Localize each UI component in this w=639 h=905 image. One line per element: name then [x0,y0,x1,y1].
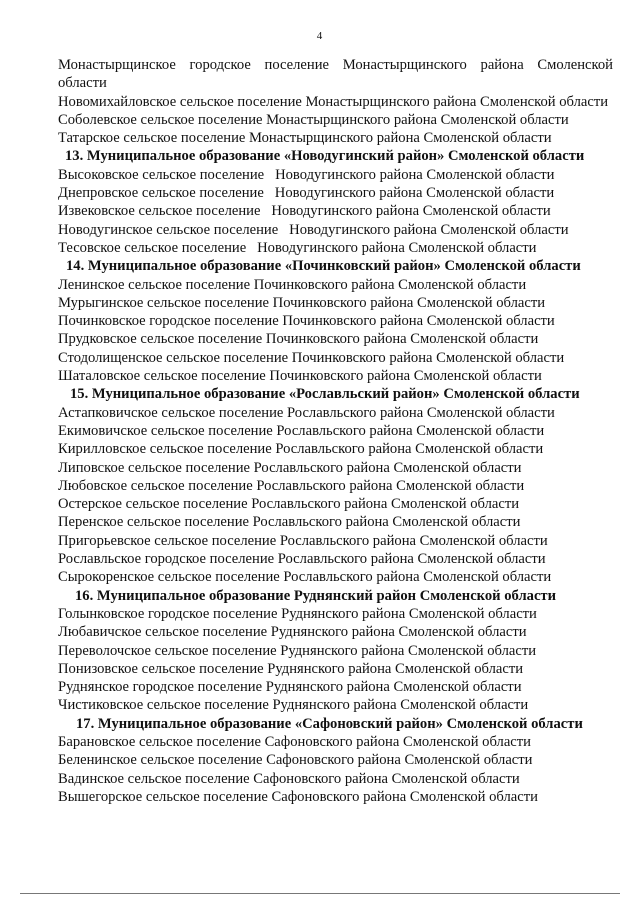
list-item: Высоковское сельское поселение Новодугинского района Смоленской области [58,166,555,183]
list-item: Руднянское городское поселение Руднянского района Смоленской области [58,679,522,696]
list-item: Переволочское сельское поселение Руднянского района Смоленской области [58,642,537,659]
list-item: Шаталовское сельское поселение Починковского района Смоленской области [58,368,542,385]
list-item: Извековское сельское поселение Новодугинского района Смоленской области [58,203,551,220]
list-item: Рославльское городское поселение Рославльского района Смоленской области [58,551,546,568]
list-item: Остерское сельское поселение Рославльского района Смоленской области [58,496,520,513]
list-item: Кирилловское сельское поселение Рославльского района Смоленской области [58,441,544,458]
list-item: Любавичское сельское поселение Руднянского района Смоленской области [58,624,527,641]
list-item: Новодугинское сельское поселение Новодугинского района Смоленской области [58,221,569,238]
section-heading: 16. Муниципальное образование Руднянский район Смоленской области [75,587,557,604]
list-item: Чистиковское сельское поселение Руднянского района Смоленской области [58,697,529,714]
list-item: Починковское городское поселение Починковского района Смоленской области [58,313,555,330]
list-item: Вадинское сельское поселение Сафоновского района Смоленской области [58,770,520,787]
list-item: Пригорьевское сельское поселение Рославльского района Смоленской области [58,532,548,549]
section-heading: 14. Муниципальное образование «Починковский район» Смоленской области [66,258,581,275]
list-item: Перенское сельское поселение Рославльского района Смоленской области [58,514,521,531]
list-item: Голынковское городское поселение Руднянского района Смоленской области [58,605,537,622]
section-heading: 15. Муниципальное образование «Рославльский район» Смоленской области [70,386,580,403]
list-item: Вышегорское сельское поселение Сафоновского района Смоленской области [58,788,538,805]
list-item: Татарское сельское поселение Монастырщинского района Смоленской области [58,130,552,147]
section-17 [58,715,613,806]
section-13 [58,147,613,257]
list-item: Новомихайловское сельское поселение Монастырщинского района Смоленской области [58,93,609,110]
section-15 [58,385,613,586]
list-item: Соболевское сельское поселение Монастырщинского района Смоленской области [58,111,569,128]
intro-list [58,56,613,147]
list-item: Днепровское сельское поселение Новодугинского района Смоленской области [58,185,555,202]
list-item: Мурыгинское сельское поселение Починковского района Смоленской области [58,294,546,311]
list-item: Любовское сельское поселение Рославльского района Смоленской области [58,477,525,494]
list-item: Липовское сельское поселение Рославльского района Смоленской области [58,459,522,476]
list-item: Барановское сельское поселение Сафоновского района Смоленской области [58,733,531,750]
page-bottom-rule [20,893,620,894]
page-number: 4 [316,30,323,42]
section-heading: 13. Муниципальное образование «Новодугинский район» Смоленской области [65,148,585,165]
section-heading: 17. Муниципальное образование «Сафоновский район» Смоленской области [76,715,583,732]
list-item: Ленинское сельское поселение Починковского района Смоленской области [58,276,527,293]
list-item: Прудковское сельское поселение Починковского района Смоленской области [58,331,539,348]
list-item: Сырокоренское сельское поселение Рославльского района Смоленской области [58,569,552,586]
list-item: Тесовское сельское поселение Новодугинского района Смоленской области [58,239,537,256]
list-item: Стодолищенское сельское поселение Починковского района Смоленской области [58,349,565,366]
list-item: Екимовичское сельское поселение Рославльского района Смоленской области [58,422,545,439]
document-body [58,56,613,806]
section-16 [58,587,613,715]
list-item: Беленинское сельское поселение Сафоновского района Смоленской области [58,752,533,769]
section-14 [58,257,613,385]
list-item: Монастырщинское городское поселение Монастырщинского района Смоленской области [58,57,613,92]
list-item: Астапковичское сельское поселение Рославльского района Смоленской области [58,404,555,421]
list-item: Понизовское сельское поселение Руднянского района Смоленской области [58,660,524,677]
